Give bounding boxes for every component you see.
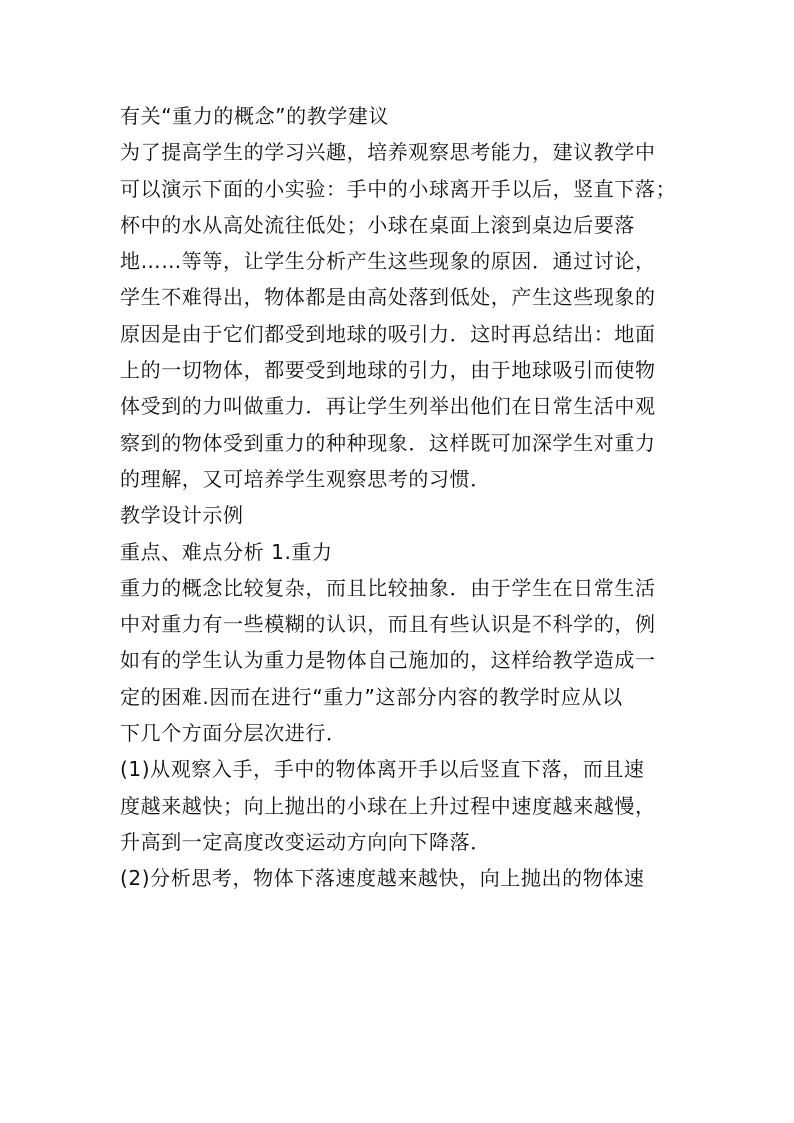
- list-item-line: (1)从观察入手，手中的物体离开手以后竖直下落，而且速: [120, 757, 645, 782]
- subsection-heading: 重点、难点分析 1.重力: [120, 539, 333, 564]
- paragraph-line: 原因是由于它们都受到地球的吸引力．这时再总结出：地面: [120, 321, 656, 346]
- section-title: 有关“重力的概念”的教学建议: [120, 104, 390, 128]
- document-body: [120, 98, 680, 897]
- paragraph-line: 下几个方面分层次进行．: [120, 721, 347, 746]
- paragraph-line: 杯中的水从高处流往低处；小球在桌面上滚到桌边后要落: [120, 212, 635, 237]
- list-item-line: 度越来越快；向上抛出的小球在上升过程中速度越来越慢，: [120, 793, 656, 818]
- paragraph-line: 中对重力有一些模糊的认识，而且有些认识是不科学的，例: [120, 612, 656, 637]
- paragraph-line: 如有的学生认为重力是物体自己施加的，这样给教学造成一: [120, 648, 656, 673]
- paragraph-line: 上的一切物体，都要受到地球的引力，由于地球吸引而使物: [120, 358, 656, 383]
- list-item-line: (2)分析思考，物体下落速度越来越快，向上抛出的物体速: [120, 866, 645, 891]
- paragraph-line: 重力的概念比较复杂，而且比较抽象．由于学生在日常生活: [120, 575, 656, 600]
- paragraph-line: 定的困难.因而在进行“重力”这部分内容的教学时应从以: [120, 684, 623, 709]
- paragraph-line: 为了提高学生的学习兴趣，培养观察思考能力，建议教学中: [120, 140, 656, 165]
- paragraph-line: 体受到的力叫做重力．再让学生列举出他们在日常生活中观: [120, 394, 656, 419]
- section-heading: 教学设计示例: [120, 503, 244, 528]
- paragraph-line: 的理解，又可培养学生观察思考的习惯．: [120, 466, 491, 491]
- paragraph-line: 地……等等，让学生分析产生这些现象的原因．通过讨论，: [120, 249, 656, 274]
- paragraph-line: 察到的物体受到重力的种种现象．这样既可加深学生对重力: [120, 430, 656, 455]
- paragraph-line: 学生不难得出，物体都是由高处落到低处，产生这些现象的: [120, 285, 656, 310]
- list-item-line: 升高到一定高度改变运动方向向下降落．: [120, 829, 491, 854]
- paragraph-line: 可以演示下面的小实验：手中的小球离开手以后，竖直下落；: [120, 176, 677, 201]
